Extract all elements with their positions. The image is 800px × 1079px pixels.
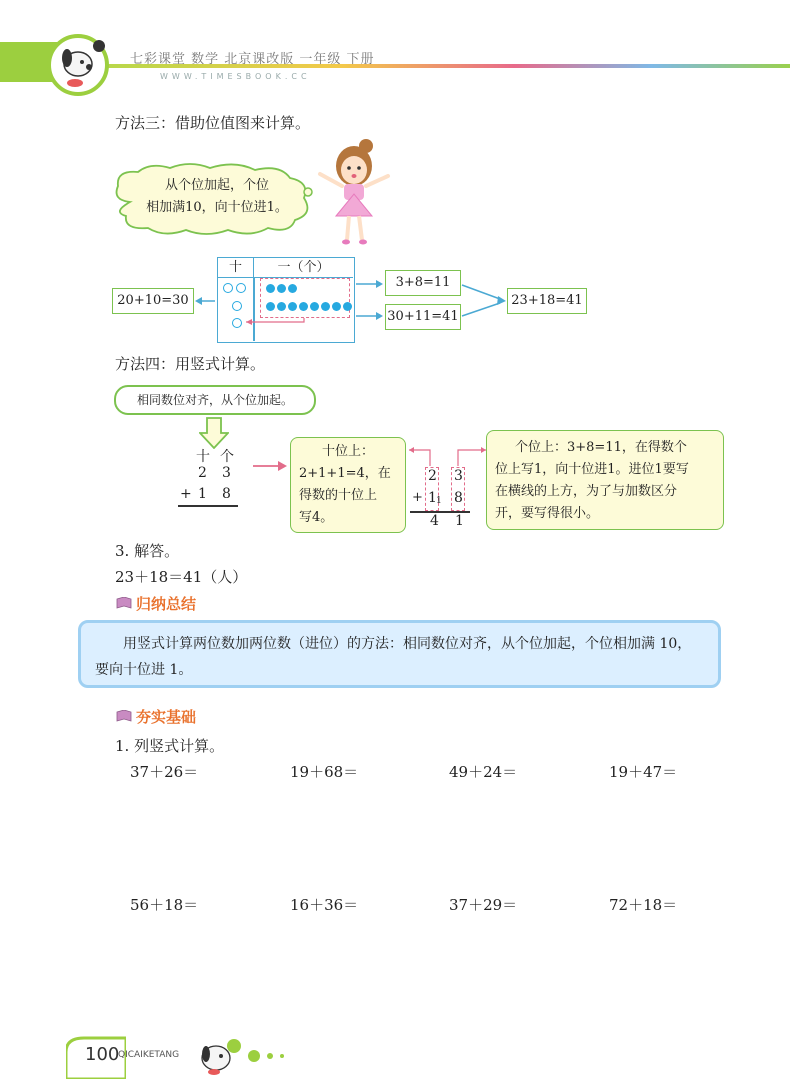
exercise-item: 19＋68＝: [290, 763, 359, 781]
footer-dots: [246, 1048, 296, 1064]
practice-question-1: 1. 列竖式计算。: [115, 737, 225, 755]
note-ones: [486, 430, 724, 530]
header-url: WWW.TIMESBOOK.CC: [160, 72, 311, 81]
v-num2-tens: 1: [428, 490, 437, 506]
note-tens-line-3: 得数的十位上: [299, 488, 378, 503]
footer-brand: QICAIKETANG: [118, 1050, 180, 1060]
cloud-line-1: 从个位加起，个位: [164, 178, 269, 193]
exercise-item: 16＋36＝: [290, 896, 359, 914]
box-ones-sum: 3+8=11: [385, 270, 461, 296]
carry-digit: 1: [436, 496, 442, 506]
num2-ones: 8: [222, 486, 231, 502]
exercise-item: 56＋18＝: [130, 896, 199, 914]
table-head-ones: 一（个）: [254, 258, 353, 278]
note-ones-line-1: 个位上：3+8=11，在得数个: [515, 440, 687, 455]
connector-lines: [400, 440, 490, 480]
note-ones-line-2: 位上写1，向十位进1。进位1要写: [495, 462, 689, 477]
note-tens-line-4: 写4。: [299, 510, 334, 525]
v-num2-ones: 8: [454, 490, 463, 506]
exercise-item: 72＋18＝: [609, 896, 678, 914]
note-tens-line-1: 十位上：: [321, 444, 374, 459]
method3-title: 方法三：借助位值图来计算。: [115, 114, 311, 132]
num1-ones: 3: [222, 465, 231, 481]
note-tens: [290, 437, 406, 533]
plus-sign: +: [180, 486, 192, 502]
exercise-item: 37＋29＝: [449, 896, 518, 914]
summary-box: 用竖式计算两位数加两位数（进位）的方法：相同数位对齐，从个位加起，个位相加满 10，要向十位进 1。: [78, 620, 721, 688]
book-icon: [116, 710, 132, 722]
exercise-item: 49＋24＝: [449, 763, 518, 781]
v-num1-ones: 3: [454, 468, 463, 484]
note-tens-line-2: 2+1+1=4，在: [299, 466, 391, 481]
box-tens-sum: 20+10=30: [112, 288, 194, 314]
book-icon: [116, 597, 132, 609]
v-res-ones: 1: [455, 513, 464, 529]
cloud-line-2: 相加满10，向十位进1。: [146, 200, 288, 215]
box-mid-sum: 30+11=41: [385, 304, 461, 330]
tip-oval: 相同数位对齐，从个位加起。: [114, 385, 316, 415]
exercise-item: 19＋47＝: [609, 763, 678, 781]
answer-equation: 23＋18＝41（人）: [115, 568, 248, 586]
num2-tens: 1: [198, 486, 207, 502]
col-label-ones: 个: [220, 449, 234, 465]
footer-mascot: [196, 1036, 246, 1076]
header-title: 七彩课堂 数学 北京课改版 一年级 下册: [130, 52, 375, 67]
box-result: 23+18=41: [507, 288, 587, 314]
practice-heading: 夯实基础: [136, 708, 197, 726]
page-number: 100: [85, 1044, 120, 1065]
note-ones-line-4: 开，要写得很小。: [495, 506, 600, 521]
note-ones-line-3: 在横线的上方，为了与加数区分: [495, 484, 678, 499]
down-arrow-icon: [199, 417, 229, 449]
exercise-item: 37＋26＝: [130, 763, 199, 781]
col-label-tens: 十: [196, 449, 210, 465]
v-plus-sign: +: [412, 490, 423, 505]
summary-heading: 归纳总结: [136, 595, 197, 613]
sum-line: [178, 505, 238, 507]
v-res-tens: 4: [430, 513, 439, 529]
method4-title: 方法四：用竖式计算。: [115, 355, 266, 373]
num1-tens: 2: [198, 465, 207, 481]
table-head-tens: 十: [218, 258, 254, 278]
v-num1-tens: 2: [428, 468, 437, 484]
answer-title: 3. 解答。: [115, 542, 180, 560]
pink-arrow: [253, 459, 289, 473]
